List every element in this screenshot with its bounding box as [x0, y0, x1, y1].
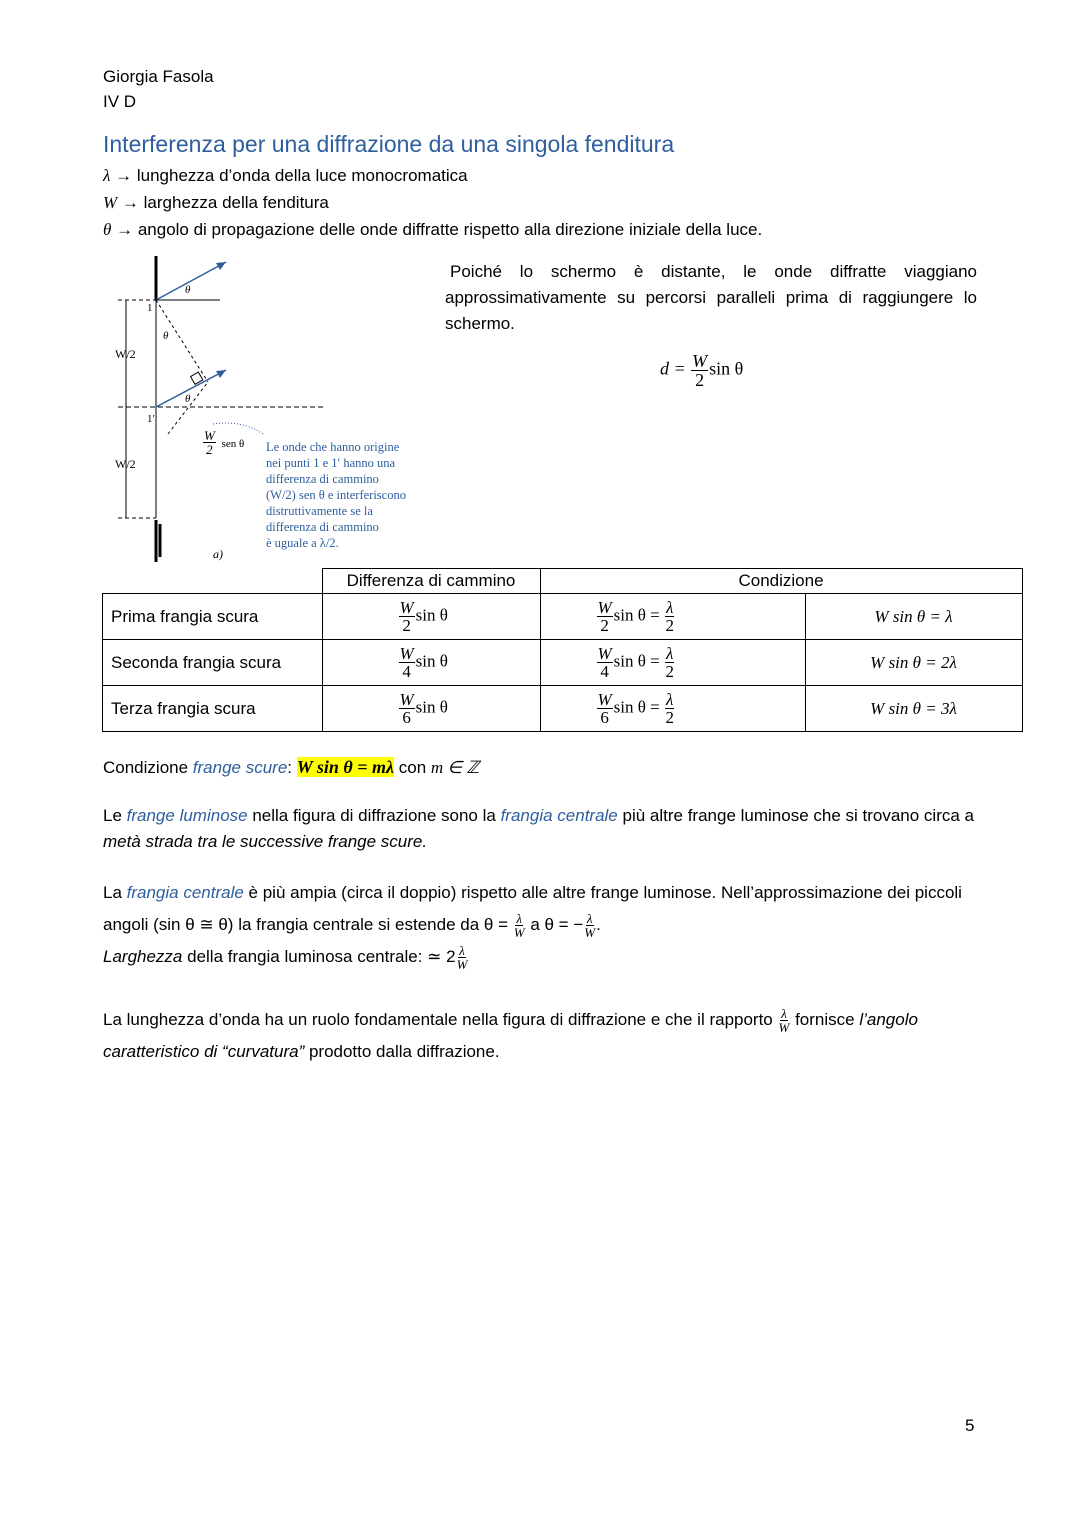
figure-caption: Le onde che hanno origine nei punti 1 e 1′ hanno una differenza di cammino (W/2) sen θ e interferiscono distruttivamente se la differenza di cammino è uguale a λ/2.	[266, 440, 406, 550]
condition-first: W sin θ = λ	[805, 594, 1022, 640]
condition-second: W sin θ = 2λ	[805, 640, 1022, 686]
author-name: Giorgia Fasola	[103, 67, 214, 86]
definition-w: W → larghezza della fenditura	[103, 193, 329, 212]
class-label: IV D	[103, 92, 137, 111]
label-w-half-top: W/2	[115, 347, 136, 361]
row-label-second: Seconda frangia scura	[103, 640, 323, 686]
equation-second: $\frac{W}{4}$ sin θ = $\frac{\lambda}{2}$	[540, 640, 805, 686]
central-width-line: Larghezza della frangia luminosa centrale: ≃ 2 $\frac{\lambda}{W}$	[103, 943, 468, 972]
intro-paragraph: Poiché lo schermo è distante, le onde diffratte viaggiano approssimativamente su percorsi paralleli prima di raggiungere lo schermo.	[445, 262, 977, 333]
header-path-difference: Differenza di cammino	[322, 569, 540, 594]
bright-fringes-paragraph: Le frange luminose nella figura di diffrazione sono la frangia centrale più altre frange luminose che si trovano circa a metà strada tra le successive frange scure.	[103, 806, 975, 851]
row-label-third: Terza frangia scura	[103, 686, 323, 732]
formula-d: d = $\frac{W}{2}$ sin θ	[660, 351, 744, 390]
highlighted-formula: W sin θ = mλ	[296, 757, 395, 777]
label-subfigure-a: a)	[213, 547, 223, 561]
label-w-half-bottom: W/2	[115, 457, 136, 471]
path-diff-third: $\frac{W}{6}$ sin θ	[322, 686, 540, 732]
wavelength-paragraph: La lunghezza d’onda ha un ruolo fondamentale nella figura di diffrazione e che il rapporto $\frac{\lambda}{W}$ fornisce l’angolo caratteristico di “curvatura” prodotto dalla diffrazione.	[103, 1006, 918, 1061]
header-condition: Condizione	[540, 569, 1022, 594]
definition-theta: θ → angolo di propagazione delle onde diffratte rispetto alla direzione iniziale della luce.	[103, 220, 763, 239]
equation-first: $\frac{W}{2}$ sin θ = $\frac{\lambda}{2}$	[540, 594, 805, 640]
definition-lambda: λ → lunghezza d’onda della luce monocromatica	[103, 166, 468, 185]
path-diff-second: $\frac{W}{4}$ sin θ	[322, 640, 540, 686]
label-theta-mid: θ	[163, 330, 169, 342]
label-theta-bottom: θ	[185, 393, 191, 405]
label-w-over-2-sen: $\frac{W}{2}$ sen θ	[204, 428, 245, 457]
dark-fringe-condition: Condizione frange scure: W sin θ = mλ con m ∈ ℤ	[103, 757, 480, 777]
label-point-1: 1	[147, 302, 153, 314]
equation-third: $\frac{W}{6}$ sin θ = $\frac{\lambda}{2}$	[540, 686, 805, 732]
label-theta-top: θ	[185, 284, 191, 296]
label-point-1p: 1′	[147, 413, 155, 425]
dark-fringes-table	[102, 568, 1023, 732]
row-label-first: Prima frangia scura	[103, 594, 323, 640]
table-empty-corner	[103, 569, 323, 594]
central-fringe-paragraph: La frangia centrale è più ampia (circa il doppio) rispetto alle altre frange luminose. Nell’approssimazione dei piccoli angoli (sin θ ≅ θ) la frangia centrale si estende da θ = $\frac{\lambda}{W}$ a θ = − $\frac{\lambda}{W}$ .	[103, 883, 962, 941]
page-number: 5	[965, 1416, 975, 1435]
path-diff-first: $\frac{W}{2}$ sin θ	[322, 594, 540, 640]
condition-third: W sin θ = 3λ	[805, 686, 1022, 732]
section-title: Interferenza per una diffrazione da una singola fenditura	[103, 131, 675, 157]
